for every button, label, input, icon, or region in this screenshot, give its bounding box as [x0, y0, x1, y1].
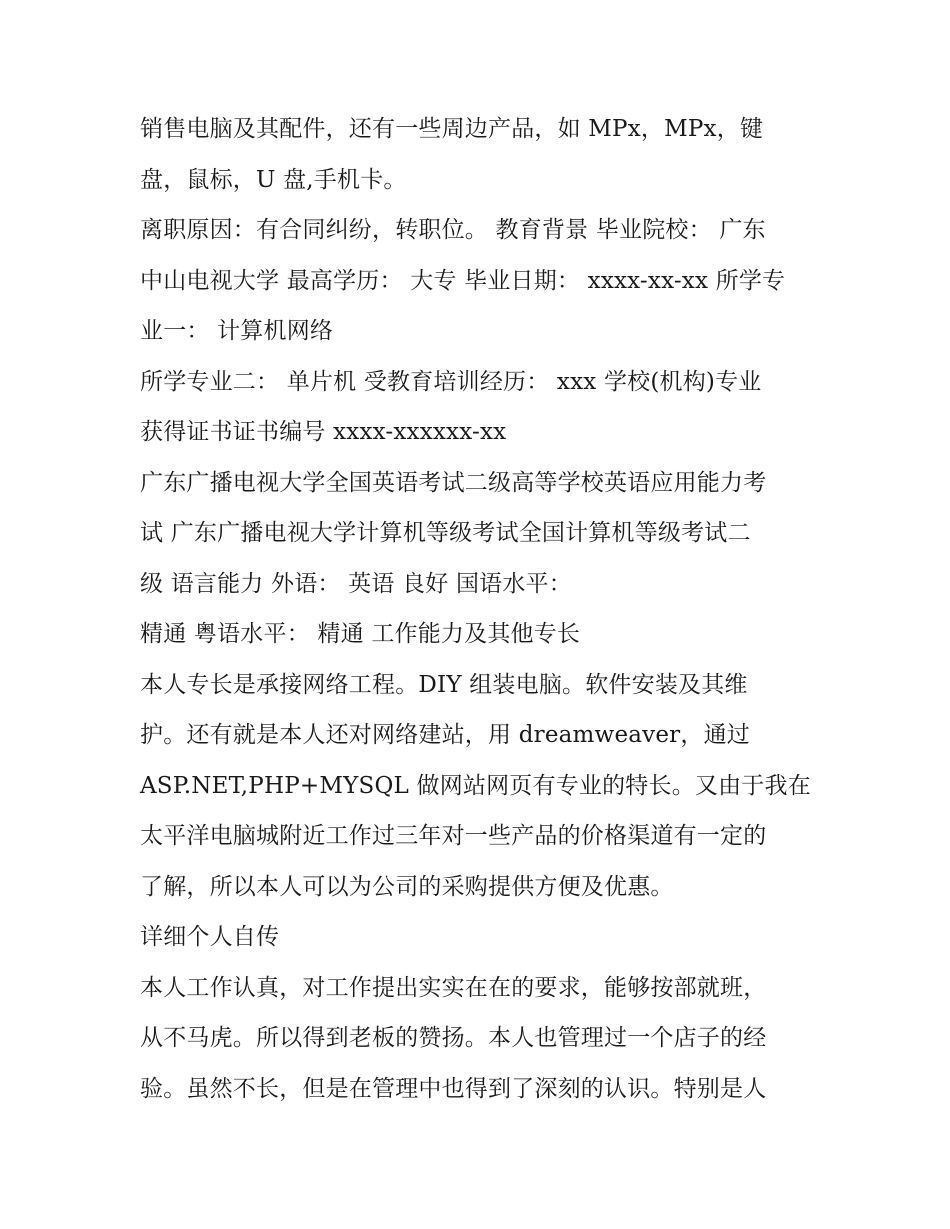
text-line: 盘，鼠标，U 盘,手机卡。: [140, 166, 407, 193]
text-line: 离职原因：有合同纠纷，转职位。 教育背景 毕业院校： 广东: [140, 217, 766, 243]
text-line: 本人专长是承接网络工程。DIY 组装电脑。软件安装及其维: [140, 671, 748, 698]
text-line: ASP.NET,PHP+MYSQL 做网站网页有专业的特长。又由于我在: [140, 772, 811, 799]
text-line: 试 广东广播电视大学计算机等级考试全国计算机等级考试二: [140, 520, 751, 546]
section-heading: 详细个人自传: [140, 924, 280, 950]
text-line: 护。还有就是本人还对网络建站，用 dreamweaver，通过: [140, 722, 750, 748]
text-line: 本人工作认真，对工作提出实实在在的要求，能够按部就班，: [140, 974, 767, 1001]
text-line: 所学专业二： 单片机 受教育培训经历： xxx 学校(机构)专业: [140, 368, 762, 395]
text-line: 验。虽然不长，但是在管理中也得到了深刻的认识。特别是人: [140, 1075, 767, 1102]
text-line: 精通 粤语水平： 精通 工作能力及其他专长: [140, 621, 581, 647]
text-line: 销售电脑及其配件，还有一些周边产品，如 MPx，MPx，键: [140, 116, 764, 142]
document-body: [140, 104, 820, 1114]
text-line: 广东广播电视大学全国英语考试二级高等学校英语应用能力考: [140, 469, 767, 496]
text-line: 了解，所以本人可以为公司的采购提供方便及优惠。: [140, 873, 674, 900]
text-line: 从不马虎。所以得到老板的赞扬。本人也管理过一个店子的经: [140, 1025, 767, 1051]
text-line: 业一： 计算机网络: [140, 318, 334, 344]
text-line: 中山电视大学 最高学历： 大专 毕业日期： xxxx-xx-xx 所学专: [140, 267, 786, 294]
text-line: 级 语言能力 外语： 英语 良好 国语水平：: [140, 570, 572, 597]
text-line: 获得证书证书编号 xxxx-xxxxxx-xx: [140, 419, 507, 445]
text-line: 太平洋电脑城附近工作过三年对一些产品的价格渠道有一定的: [140, 823, 767, 849]
